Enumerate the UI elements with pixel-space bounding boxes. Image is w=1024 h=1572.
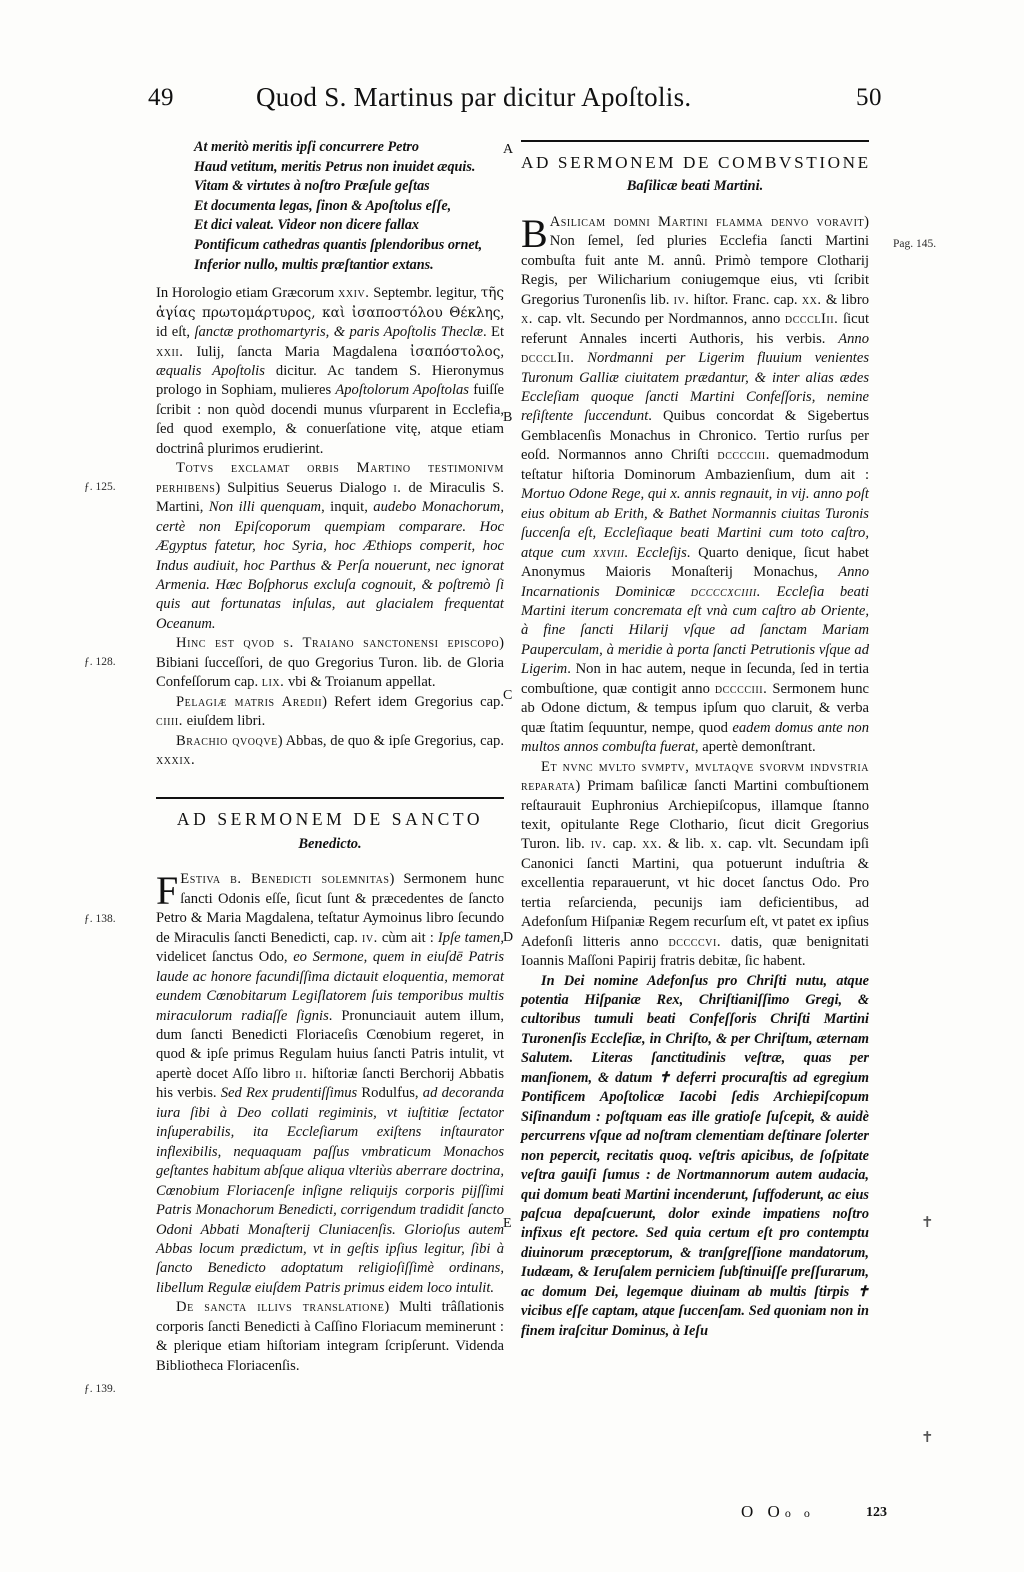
text-run: hiſtor. Franc. cap. (689, 291, 802, 308)
section-heading-combustione: AD SERMONEM DE COMBVSTIONE (521, 153, 871, 172)
small-caps-run: x. (710, 836, 723, 853)
text-run: Iulij, ſancta Maria Magdalena (183, 343, 411, 360)
locator-letter-e: E (503, 1216, 512, 1231)
small-caps-run: ii. (295, 1065, 308, 1082)
signature-marks-large: O O (741, 1502, 785, 1521)
paragraph-totus (156, 459, 504, 634)
paragraph-festiva (156, 870, 504, 1298)
small-caps-run: Asilicam domni Martini flamma denvo voravit (549, 213, 865, 230)
margin-note-left-3: ƒ. 138. (84, 913, 116, 925)
text-run: ) Primam baſilicæ ſancti Martini combuſtionem reſtaurauit Euphronius Archiepiſcopus, illamque ſtanno texit, opitulante Rege Clothario, ſicut dicit Gregorius Turon. lib. (521, 778, 869, 853)
small-caps-run: x. (521, 311, 533, 328)
drop-cap-letter: F (156, 868, 179, 914)
greek-run: τῆς ἁγίας πρωτομάρτυρος, καὶ ἰσαποστόλου Θέκλης (156, 285, 504, 321)
margin-note-left-4: ƒ. 139. (84, 1383, 116, 1395)
small-caps-run: ciiii. (156, 713, 183, 730)
text-run: cap. vlt. Secundam ipſi Canonici ſancti Martini, qua potuerunt induſtria & excellentia reparauerunt, vt hic docet ſanctus Odo. Pro tertia reſarcienda, pecunijs iam deficientibus, ad Adefonſum Hiſpaniæ Regem recurſum eſt, vt patet ex ipſius Adefonſi litteris anno (521, 836, 870, 950)
text-run: eiuſdem libri. (182, 713, 266, 730)
left-column (156, 138, 504, 1376)
small-caps-run: dccclIii. (521, 350, 575, 367)
text-run: . Quarto denique, ſicut habet Anonymus Maioris Monaſterij Monachus, (521, 544, 869, 581)
text-run: videlicet ſanctus Odo, (156, 949, 294, 966)
text-run: . Quibus concordat & Sigebertus Gemblacenſis Monachus in Chronico. Tertio rurſus per eoſd. Normannos anno Chriſti (521, 408, 869, 464)
italic-run: eo Sermone, quem in eiuſdē Patris laude ac honore facundiſſima dictauit eloquentia, memorat eundem Cœnobitarum Legiſlatorem ſuis temporibus multis miraculorum radiaſſe ſignis (156, 949, 505, 1024)
italic-run: eadem domus ante non multos annos combuſta fuerat (521, 719, 869, 756)
italic-run: Non illi quenquam (208, 499, 322, 516)
drop-cap-letter: B (521, 210, 548, 256)
text-run: de Miraculis S. Martini, (156, 479, 504, 516)
text-run: hiſtoriæ ſancti Berchorij Abbatis his verbis. (156, 1065, 505, 1102)
text-run: ) Abbas, de quo & ipſe Gregorius, cap. (277, 732, 504, 749)
italic-run: Mortuo Odone Rege, qui x. annis regnauit, in vij. anno poſt eius obitum ab Erith, & Bathet Normannis ciuitas Turonis ſuccenſa eſt, Eccleſiaque beati Martini cum toto caſtro, atque cum (521, 486, 869, 561)
dagger-mark-lower-icon: ✝ (921, 1430, 934, 1446)
paragraph-basilicam (521, 210, 869, 758)
catalog-number: 123 (866, 1505, 887, 1520)
margin-note-right-1: Pag. 145. (893, 238, 937, 250)
italic-run: Eccleſijs (628, 544, 687, 561)
paragraph-charter-adefonsus: In Dei nomine Adefonſus pro Chriſti nutu, atque potentia Hiſpaniæ Rex, Chriſtianiſſimo Gregi, & cultoribus tumuli beati Confeſſoris Chriſti Martini Turonenſis Eccleſiæ, in Chriſto, & per Chriſtum, æternam Salutem. Literas ſanctitudinis veſtræ, quas per manſionem, & datum ✝ deferri procuraſtis ad egregium Pontificem Apoſtolicæ Iacobi ſedis Archiepiſcopum Siſinandum : poſtquam eas ille gratioſe ſuſcepit, & auidè percurrens vſque ad noſtram clementiam deſtinare ſolerter non pepercit, recitatis quoq. veſtris apicibus, de ſoſpitate veſtra gauiſi ſumus : de Nortmannorum autem audacia, qui domum beati Martini incenderunt, ſuffoderunt, ac eius paſcua depaſcuerunt, dolor exinde impatiens noſtro infixus eſt pectore. Sed quia certum eſt pro contemptu diuinorum præceptorum, & tranſgreſſione mandatorum, Iudæam, & Ieruſalem perniciem ſubſtinuiſſe preſſurarum, ac domum Dei, legemque diuinam ab multis ſtirpis ✝ vicibus eſſe captam, atque ſuccenſam. Sed quoniam non in finem iraſcitur Dominus, à Ieſu (521, 972, 869, 1339)
text-run: & libro (821, 291, 869, 308)
text-run: ) Multi trâſlationis corporis ſancti Benedicti à Caſſino Floriacum meminerunt : & plerique etiam hiſtoriam integram ſcripſerunt. Videnda Bibliotheca Floriacenſis. (156, 1299, 504, 1374)
text-run: ſicut referunt Annales incerti Authoris, his verbis. (521, 311, 869, 347)
signature-marks (741, 1502, 815, 1522)
folio-number-right: 50 (856, 84, 882, 111)
italic-run: Ipſe tamen, (437, 929, 504, 946)
small-caps-run: iv. (361, 929, 378, 946)
paragraph-brachio (156, 732, 504, 771)
text-run: datis, quæ benignitati Ioannis Maſſoni Papirij fratris debitæ, ſic habent. (521, 933, 869, 970)
folio-number-left: 49 (148, 84, 174, 111)
italic-run: Sed Rex prudentiſſimus (220, 1085, 358, 1102)
section-heading-benedicto: AD SERMONEM DE SANCTO (176, 809, 484, 830)
small-caps-run: dcccciii. (717, 447, 770, 464)
text-run: & lib. (662, 836, 711, 853)
text-run: dicitur. Ac tandem S. Hieronymus prologo in Sophiam, mulieres (156, 362, 504, 399)
text-run: quemadmodum teſtatur hiſtoria Dominorum Ambazienſium, dum ait : (521, 447, 869, 483)
small-caps-run: xxii. (156, 343, 184, 360)
small-caps-run: iv. (590, 836, 607, 853)
small-caps-run: dccclIii. (784, 311, 839, 328)
locator-letter-c: C (503, 688, 513, 703)
italic-run: ſanctæ prothomartyris, & paris Apoſtolis Theclæ (194, 324, 483, 341)
text-run: ) Non ſemel, ſed pluries Ecclefia ſancti Martini combuſta fuit ante M. annû. Primò tempore Clotharij Regis, per Wilicharium coniugemque eius, vti ſcribit Gregorius Turonenſis lib. (521, 213, 869, 308)
text-run: , apertè demonſtrant. (694, 739, 816, 756)
italic-run: æqualis Apoſtolis (156, 362, 265, 379)
text-run: , (500, 343, 504, 360)
italic-run: Anno Incarnationis Dominicæ (521, 564, 869, 600)
verse-line: At meritò meritis ipſi concurrere Petro (194, 139, 420, 155)
small-caps-run: Pelagiæ matris Aredii (176, 693, 323, 710)
text-run: Sermonem hunc ab Odone dictum, & tempus ipſum quo claruit, & verba quæ ſtatim ſequuntur, nempe, quod (521, 680, 869, 736)
small-caps-run: xxiv. (338, 285, 370, 302)
paragraph-hinc (156, 634, 504, 692)
italic-run: audebo Monachorum, certè non Epiſcoporum quempiam comparare. Hoc Ægyptus fatetur, hoc Syria, hoc Æthiops comperit, hoc Indus audiuit, hoc Parthus & Perſa nouerunt, nec ignorat Armenia. Hæc Boſphorus excluſa cognouit, & poſtremò ſi quis aut fortunatas inſulas, aut glacialem frequentat Oceanum. (156, 499, 504, 632)
small-caps-run: iv. (673, 291, 690, 308)
italic-run: ad decoranda iura ſibi à Deo collati regiminis, vt iuſtitiæ ſectator inſuperabilis, ita Eccleſiarum exiſtens inſtaurator inflexibilis, nequaquam paſſus vmbraticum Monachos geſtantes habitum abſque aliqua vlteriùs aberrare doctrina, Cœnobium Floriacenſe inſigne reliquijs corporis pijſſimi Patris Monachorum Benedicti, corrigendum tradidit ſancto Odoni Abbati Monaſterij Cluniacenſis. Glorioſus autem Abbas locum prædictum, vt in geſtis ipſius legitur, ſibi à ſancto Benedicto adoptatum religioſiſſimè ordinans, libellum Regulæ eiuſdem Patris primus eidem loco intulit. (156, 1085, 504, 1296)
text-run: . Pronunciauit autem illum, dum ſancti Benedicti Floriaceſis Cœnobium regeret, in quod & ipſe primus Regulam huius ſancti Patris intulit, vt apertè docet Aſſo libro (156, 1007, 505, 1082)
text-run: cùm ait : (377, 929, 438, 946)
small-caps-run: Hinc est qvod s. Traiano sanctonensi episcopo (176, 635, 500, 652)
section-subheading-benedicto: Benedicto. (298, 835, 362, 852)
small-caps-run: xxxix. (156, 752, 196, 769)
text-run: cap. vlt. Secundo per Nordmannos, anno (532, 311, 785, 328)
verse-block (194, 138, 504, 275)
verse-line: Haud vetitum, meritis Petrus non inuidet æquis. (194, 158, 476, 175)
text-run: . Et (482, 324, 504, 341)
text-run: Rodulfus, (357, 1085, 423, 1102)
locator-letter-d: D (503, 930, 514, 945)
verse-line: Et dici valeat. Videor non dicere fallax (194, 217, 420, 234)
locator-letter-b: B (503, 410, 513, 425)
right-column (521, 138, 869, 1341)
italic-run: Eccleſia beati Martini iterum concremata eſt vnà cum caſtro ab Oriente, à fine ſancti Hilarij vſque ad ſanctam Mariam Pauperculam, à meridie à porta ſancti Petrutionis vſque ad Ligerim (521, 583, 869, 678)
small-caps-run: De sancta illivs translatione (176, 1299, 385, 1316)
italic-run: Apoſtolorum Apoſtolas (335, 382, 469, 399)
signature-marks-small: o o (784, 1506, 815, 1520)
section-subheading-combustione: Baſilicæ beati Martini. (626, 178, 764, 195)
verse-line: Inferior nullo, multis præſtantior extans. (194, 256, 434, 273)
text-run: . Non in hac autem, neque in ſecunda, ſed in tertia combuſtione, quæ contigit anno (521, 661, 869, 697)
small-caps-run: Et nvnc mvlto svmptv, mvltaqve svorvm indvstria reparata (521, 758, 869, 795)
text-run: ) Bibiani ſucceſſori, de quo Gregorius Turon. lib. de Gloria Confeſſorum cap. (156, 635, 504, 691)
verse-line: Vitam & virtutes à noſtro Præſule geſtas (194, 178, 430, 195)
small-caps-run: Totvs exclamat orbis Martino testimonivm perhibens (156, 460, 504, 496)
greek-run: ἰσαπόστολος (410, 343, 501, 360)
dagger-mark-upper-icon: ✝ (921, 1215, 934, 1231)
text-run: Septembr. legitur, (369, 285, 481, 302)
paragraph-pelagiae (156, 693, 504, 732)
margin-note-left-1: ƒ. 125. (84, 481, 116, 493)
small-caps-run: xxviii. (593, 544, 629, 561)
small-caps-run: dcccciii. (714, 680, 768, 697)
italic-run: Nordmanni per Ligerim fluuium venientes Turonum Galliæ ciuitatem prædantur, & inter alias ædes Eccleſiam quoque ſancti Martini Confeſſoris, nemine reſiſtente ſuccendunt (521, 350, 869, 425)
margin-note-left-2: ƒ. 128. (84, 656, 116, 668)
running-head (0, 84, 1024, 124)
verse-line: Et documenta legas, ſinon & Apoſtolus eſſe, (194, 197, 452, 214)
section-divider-rule (156, 797, 504, 799)
text-run: ) Sulpitius Seuerus Dialogo (215, 479, 394, 496)
small-caps-run: xx. (801, 291, 822, 308)
small-caps-run: lix. (261, 674, 285, 691)
paragraph-desancta (156, 1298, 504, 1376)
paragraph-etnunc (521, 758, 869, 972)
text-run: In Horologio etiam Græcorum (156, 285, 339, 302)
small-caps-run: dccccvi. (668, 933, 722, 950)
page-title: Quod S. Martinus par dicitur Apoſtolis. (256, 82, 692, 112)
verse-line: Pontificum cathedras quantis ſplendoribus ornet, (194, 236, 483, 253)
small-caps-run: Estiva b. Benedicti solemnitas (180, 871, 390, 888)
small-caps-run: i. (393, 479, 402, 496)
locator-letter-a: A (503, 142, 514, 157)
small-caps-run: xx. (642, 836, 663, 853)
italic-run: Anno (838, 330, 869, 347)
text-run: fuiſſe ſcribit : non quòd docendi munus vſurparent in Ecclefia, ſed quod exemplo, & conuerſatione vitę, atque etiam doctrinâ plurimos erudierint. (156, 382, 504, 457)
small-caps-run: Brachio qvoqve (176, 732, 278, 749)
paragraph-horologio (156, 284, 504, 459)
text-run: ) Refert idem Gregorius cap. (322, 693, 504, 710)
text-run: , inquit, (321, 499, 374, 516)
text-run: ) Sermonem hunc ſancti Odonis eſſe, ſicut ſunt & præcedentes de ſancto Petro & Maria Magdalena, teſtatur Aymoinus libro ſecundo de Miraculis ſancti Benedicti, cap. (156, 871, 504, 946)
text-run: vbi & Troianum appellat. (284, 674, 436, 691)
small-caps-run: dccccxciiii. (690, 583, 761, 600)
text-run: cap. (606, 836, 643, 853)
section-divider-rule (521, 140, 869, 142)
text-run: , id eſt, (156, 304, 504, 341)
